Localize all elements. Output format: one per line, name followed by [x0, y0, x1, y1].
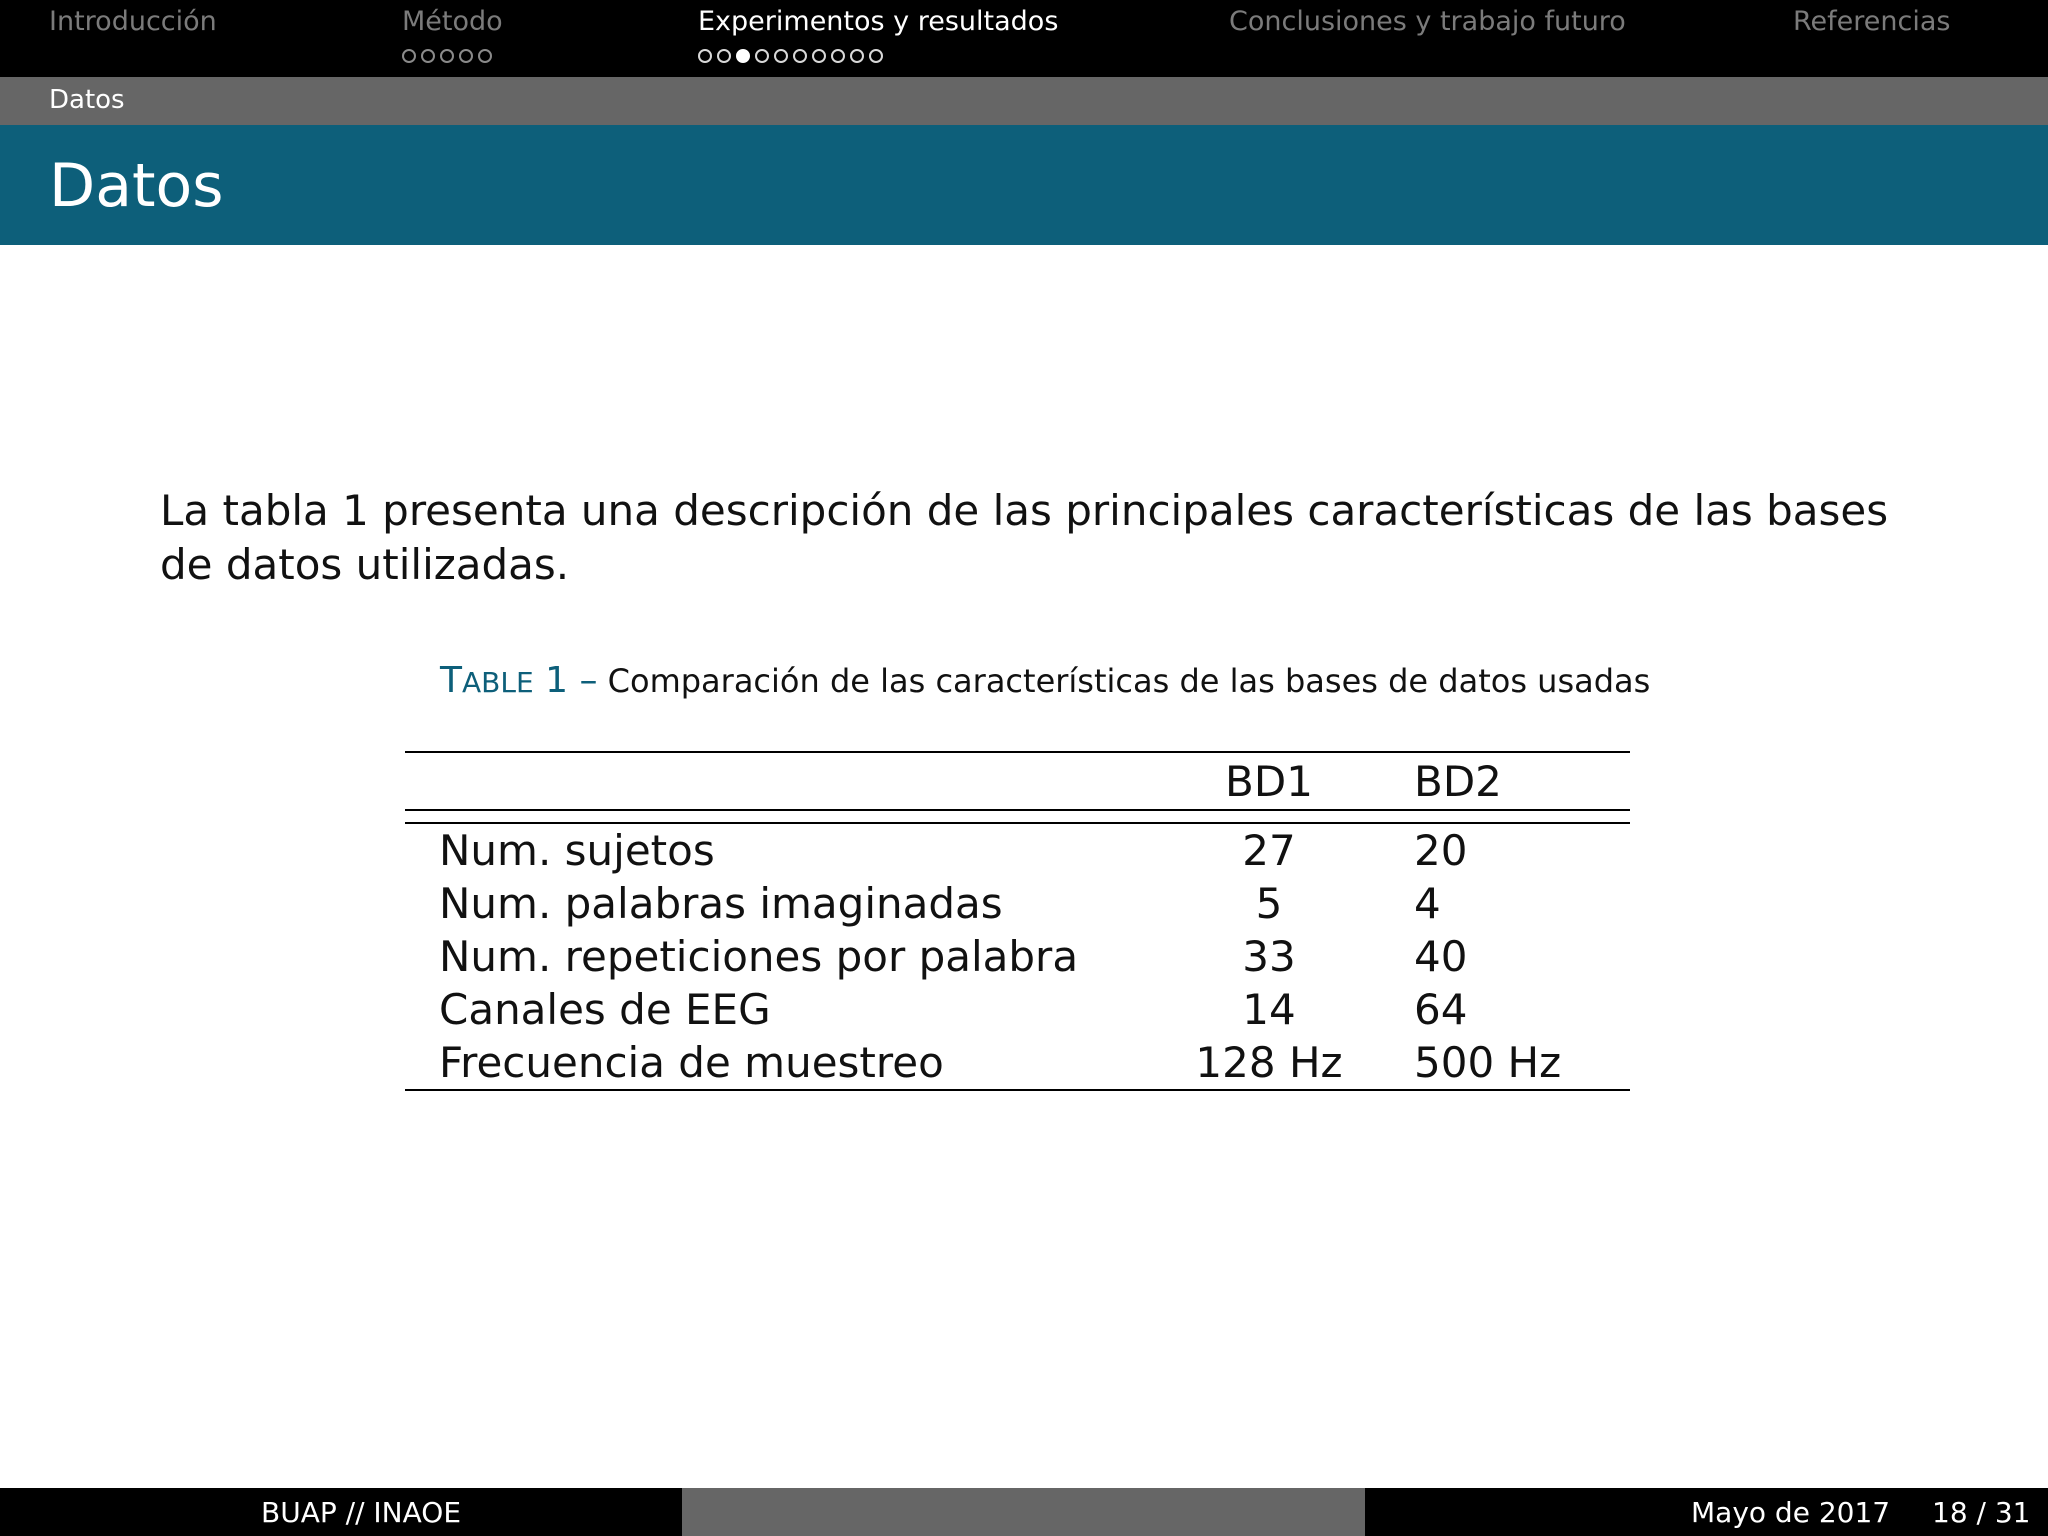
table-cell: Canales de EEG: [439, 985, 771, 1034]
frame-title-bar: [0, 125, 2048, 245]
caption-tag-first: T: [440, 660, 462, 701]
subsection-bar: [0, 77, 2048, 125]
footer-page-number: 18 / 31: [1932, 1496, 2031, 1529]
table-double-rule: [405, 810, 1630, 823]
nav-frame-dot[interactable]: [478, 49, 492, 63]
nav-frame-dot[interactable]: [421, 49, 435, 63]
table-cell: 128 Hz: [1169, 1036, 1369, 1090]
table-header-row: [405, 752, 1630, 810]
nav-frame-dot[interactable]: [831, 49, 845, 63]
table-row: [405, 1036, 1630, 1090]
nav-frame-dot[interactable]: [774, 49, 788, 63]
nav-frame-dot[interactable]: [755, 49, 769, 63]
table-cell: 40: [1414, 932, 1468, 981]
table-cell: Frecuencia de muestreo: [405, 1036, 1169, 1090]
table-cell: 500 Hz: [1369, 1036, 1630, 1090]
intro-paragraph: La tabla 1 presenta una descripción de las principales características de las bases de datos utilizadas.: [160, 486, 1889, 589]
table-cell: 14: [1242, 985, 1296, 1034]
nav-frame-dot[interactable]: [850, 49, 864, 63]
frame-title: Datos: [49, 151, 224, 221]
table-row: [405, 930, 1630, 983]
nav-frame-dot[interactable]: [440, 49, 454, 63]
table-cell: 4: [1414, 879, 1441, 928]
table-cell: 64: [1414, 985, 1468, 1034]
nav-section-label[interactable]: Introducción: [49, 6, 217, 37]
nav-frame-dot-current[interactable]: [736, 49, 750, 63]
table-cell: 33: [1242, 932, 1296, 981]
caption-tag-smallcaps: ABLE: [462, 666, 534, 699]
table-header-cell: [405, 752, 1169, 810]
footer-right: [1365, 1488, 2048, 1536]
table-row: [405, 823, 1630, 877]
table-rule: [405, 810, 1630, 823]
nav-frame-dot[interactable]: [793, 49, 807, 63]
nav-frame-dot[interactable]: [812, 49, 826, 63]
caption-tag: [440, 660, 597, 701]
nav-section-label[interactable]: Referencias: [1793, 6, 1951, 37]
table-cell: Num. repeticiones por palabra: [439, 932, 1079, 981]
nav-section-label[interactable]: Conclusiones y trabajo futuro: [1229, 6, 1626, 37]
caption-text: Comparación de las características de las bases de datos usadas: [607, 662, 1651, 700]
footer-middle: [682, 1488, 1365, 1536]
footer-date: Mayo de 2017: [1691, 1496, 1891, 1529]
footer: [0, 1488, 2048, 1536]
nav-frame-dot[interactable]: [459, 49, 473, 63]
table-header-cell: BD1: [1225, 756, 1313, 806]
nav-frame-dot[interactable]: [717, 49, 731, 63]
table-cell: 20: [1414, 826, 1468, 875]
subsection-title[interactable]: Datos: [49, 85, 125, 115]
nav-frame-dots: [698, 49, 888, 69]
nav-frame-dots: [402, 49, 497, 69]
table-header-cell: BD2: [1414, 756, 1502, 806]
table-cell: 5: [1255, 879, 1283, 928]
table-cell: 27: [1242, 826, 1296, 875]
table-row: [405, 983, 1630, 1036]
comparison-table: [405, 751, 1630, 1091]
comparison-table-wrapper: [405, 751, 1630, 1091]
nav-frame-dot[interactable]: [402, 49, 416, 63]
nav-section-label[interactable]: Método: [402, 6, 503, 37]
caption-tag-number: 1 –: [545, 660, 598, 701]
nav-frame-dot[interactable]: [698, 49, 712, 63]
nav-frame-dot[interactable]: [869, 49, 883, 63]
table-row: [405, 877, 1630, 930]
table-cell: Num. sujetos: [439, 826, 715, 875]
table-cell: Num. palabras imaginadas: [439, 879, 1003, 928]
footer-left: [0, 1488, 682, 1536]
section-navigation: [0, 0, 2048, 77]
table-caption: [440, 660, 1651, 701]
nav-section-label[interactable]: Experimentos y resultados: [698, 6, 1059, 37]
footer-institution: BUAP // INAOE: [261, 1496, 462, 1529]
